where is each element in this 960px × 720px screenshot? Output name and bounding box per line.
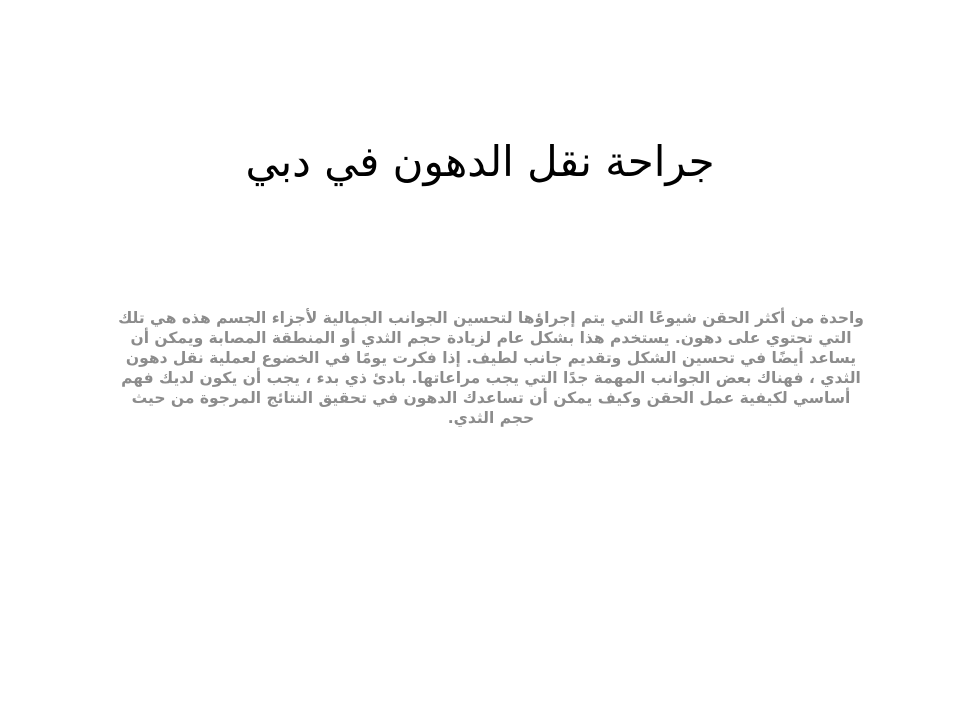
slide-body-text: واحدة من أكثر الحقن شيوعًا التي يتم إجراؤها لتحسين الجوانب الجمالية لأجزاء الجسم هذه هي تلك التي تحتوي على دهون. يستخدم هذا بشكل عام لزيادة حجم الثدي أو المنطقة المصابة ويمكن أن يساعد أيضًا في تحسين الشكل وتقديم جانب لطيف. إذا فكرت يومًا في الخضوع لعملية نقل دهون الثدي ، فهناك بعض الجوانب المهمة جدًا التي يجب مراعاتها. بادئ ذي بدء ، يجب أن يكون لديك فهم أساسي لكيفية عمل الحقن وكيف يمكن أن تساعدك الدهون في تحقيق النتائج المرجوة من حيث حجم الثدي. [118, 309, 864, 427]
slide-title: جراحة نقل الدهون في دبي [245, 137, 715, 186]
